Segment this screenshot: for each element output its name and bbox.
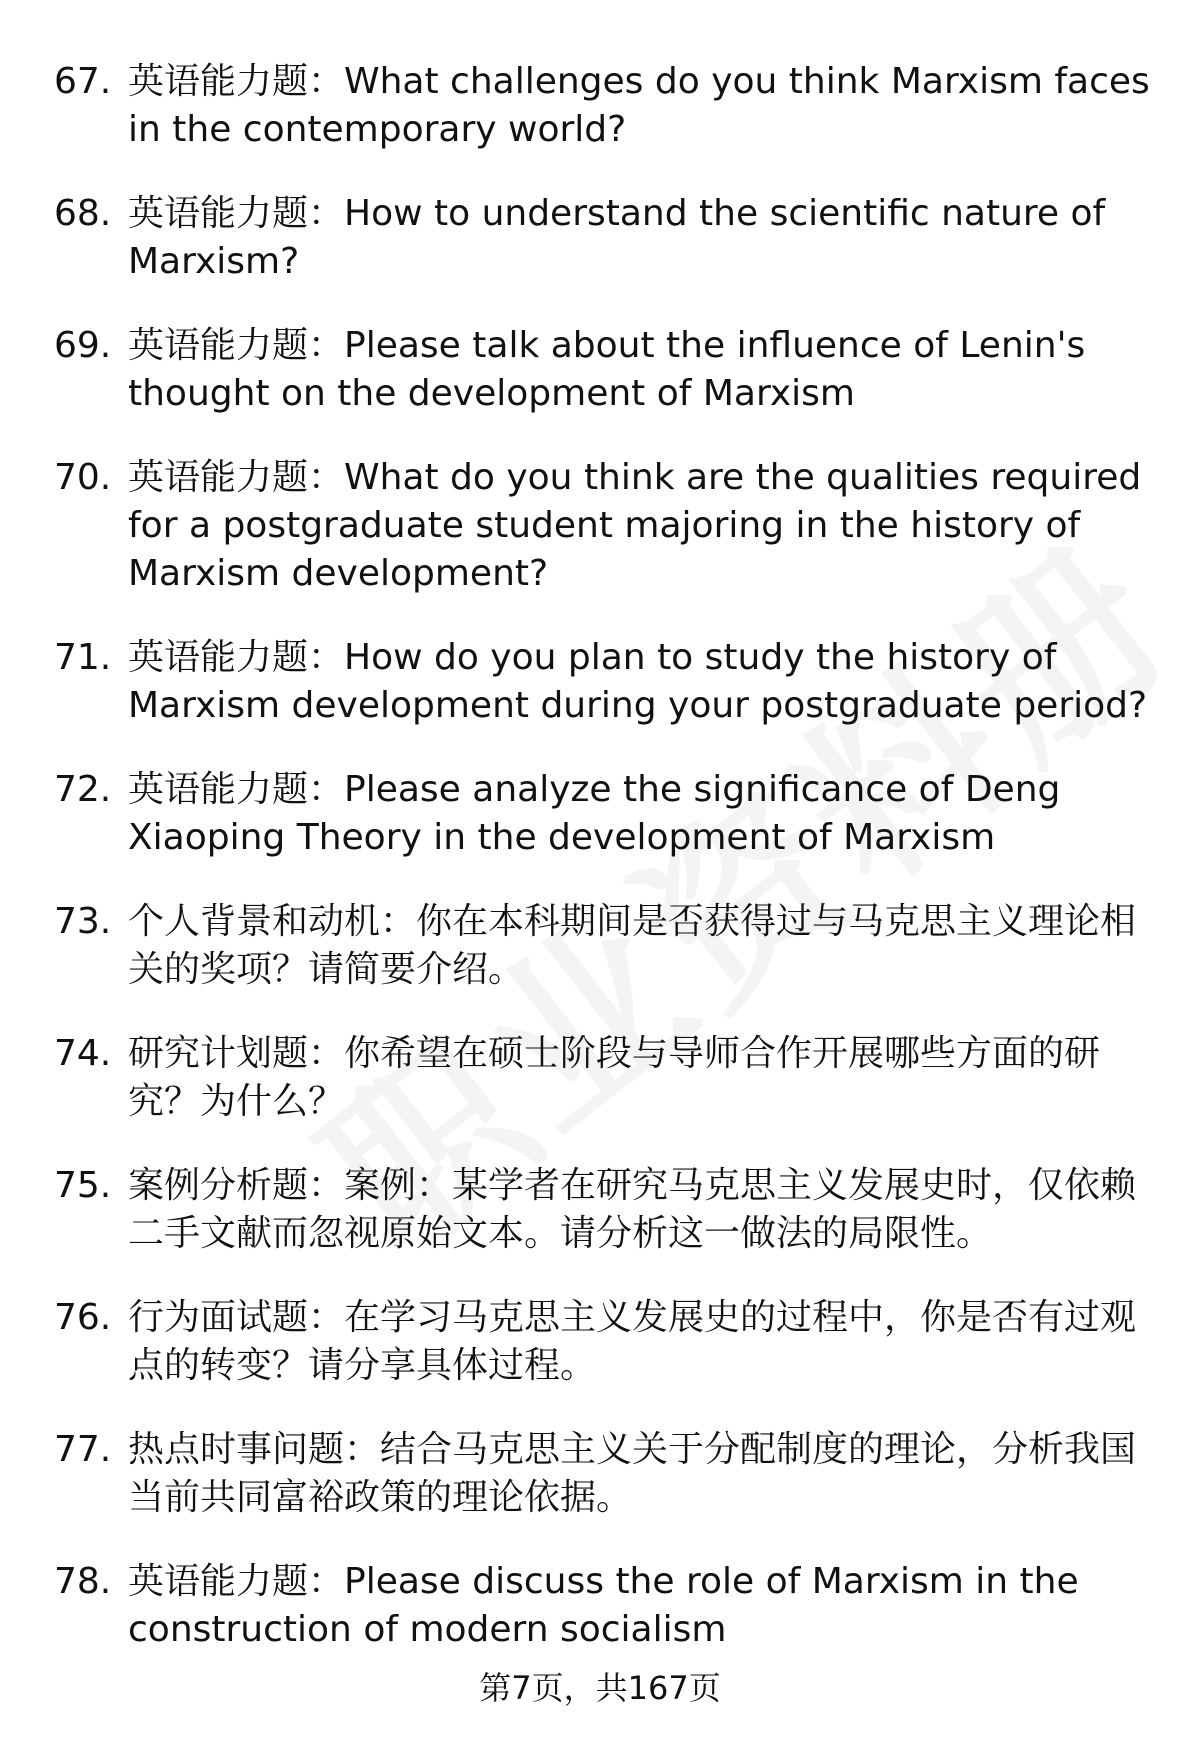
question-text: 英语能力题：What challenges do you think Marxism faces in the contemporary world?: [128, 61, 1150, 150]
question-text: 热点时事问题：结合马克思主义关于分配制度的理论，分析我国当前共同富裕政策的理论依据。: [128, 1429, 1137, 1518]
question-item: [0, 1558, 1200, 1654]
question-list: [0, 58, 1200, 1690]
question-item: [0, 1162, 1200, 1258]
question-text: 英语能力题：How do you plan to study the history of Marxism development during your postgraduate period?: [128, 637, 1148, 726]
question-text: 英语能力题：Please analyze the significance of Deng Xiaoping Theory in the development of Marxism: [128, 769, 1061, 858]
question-number: 75.: [54, 1165, 112, 1206]
question-number: 72.: [54, 769, 112, 810]
question-text: 英语能力题：How to understand the scientific nature of Marxism?: [128, 193, 1106, 282]
page-footer: [0, 1666, 1200, 1710]
question-item: [0, 322, 1200, 418]
question-item: [0, 58, 1200, 154]
question-number: 71.: [54, 637, 112, 678]
question-number: 70.: [54, 457, 112, 498]
question-text: 行为面试题：在学习马克思主义发展史的过程中，你是否有过观点的转变？请分享具体过程。: [128, 1297, 1137, 1386]
question-number: 76.: [54, 1297, 112, 1338]
question-text: 案例分析题：案例：某学者在研究马克思主义发展史时，仅依赖二手文献而忽视原始文本。请分析这一做法的局限性。: [128, 1165, 1137, 1254]
question-text: 研究计划题：你希望在硕士阶段与导师合作开展哪些方面的研究？为什么？: [128, 1033, 1101, 1122]
question-text: 英语能力题：Please discuss the role of Marxism in the construction of modern socialism: [128, 1561, 1079, 1650]
page-number-label: 第7页，共167页: [479, 1669, 721, 1707]
question-item: [0, 898, 1200, 994]
question-item: [0, 1030, 1200, 1126]
question-item: [0, 1294, 1200, 1390]
question-item: [0, 1426, 1200, 1522]
question-number: 69.: [54, 325, 112, 366]
question-item: [0, 454, 1200, 598]
question-item: [0, 634, 1200, 730]
question-text: 英语能力题：What do you think are the qualities required for a postgraduate student majoring in the history of Marxism development?: [128, 457, 1142, 594]
question-number: 78.: [54, 1561, 112, 1602]
question-text: 英语能力题：Please talk about the influence of Lenin's thought on the development of Marxism: [128, 325, 1086, 414]
question-item: [0, 766, 1200, 862]
question-number: 77.: [54, 1429, 112, 1470]
question-number: 67.: [54, 61, 112, 102]
question-item: [0, 190, 1200, 286]
question-text: 个人背景和动机：你在本科期间是否获得过与马克思主义理论相关的奖项？请简要介绍。: [128, 901, 1137, 990]
question-number: 74.: [54, 1033, 112, 1074]
question-number: 68.: [54, 193, 112, 234]
question-number: 73.: [54, 901, 112, 942]
